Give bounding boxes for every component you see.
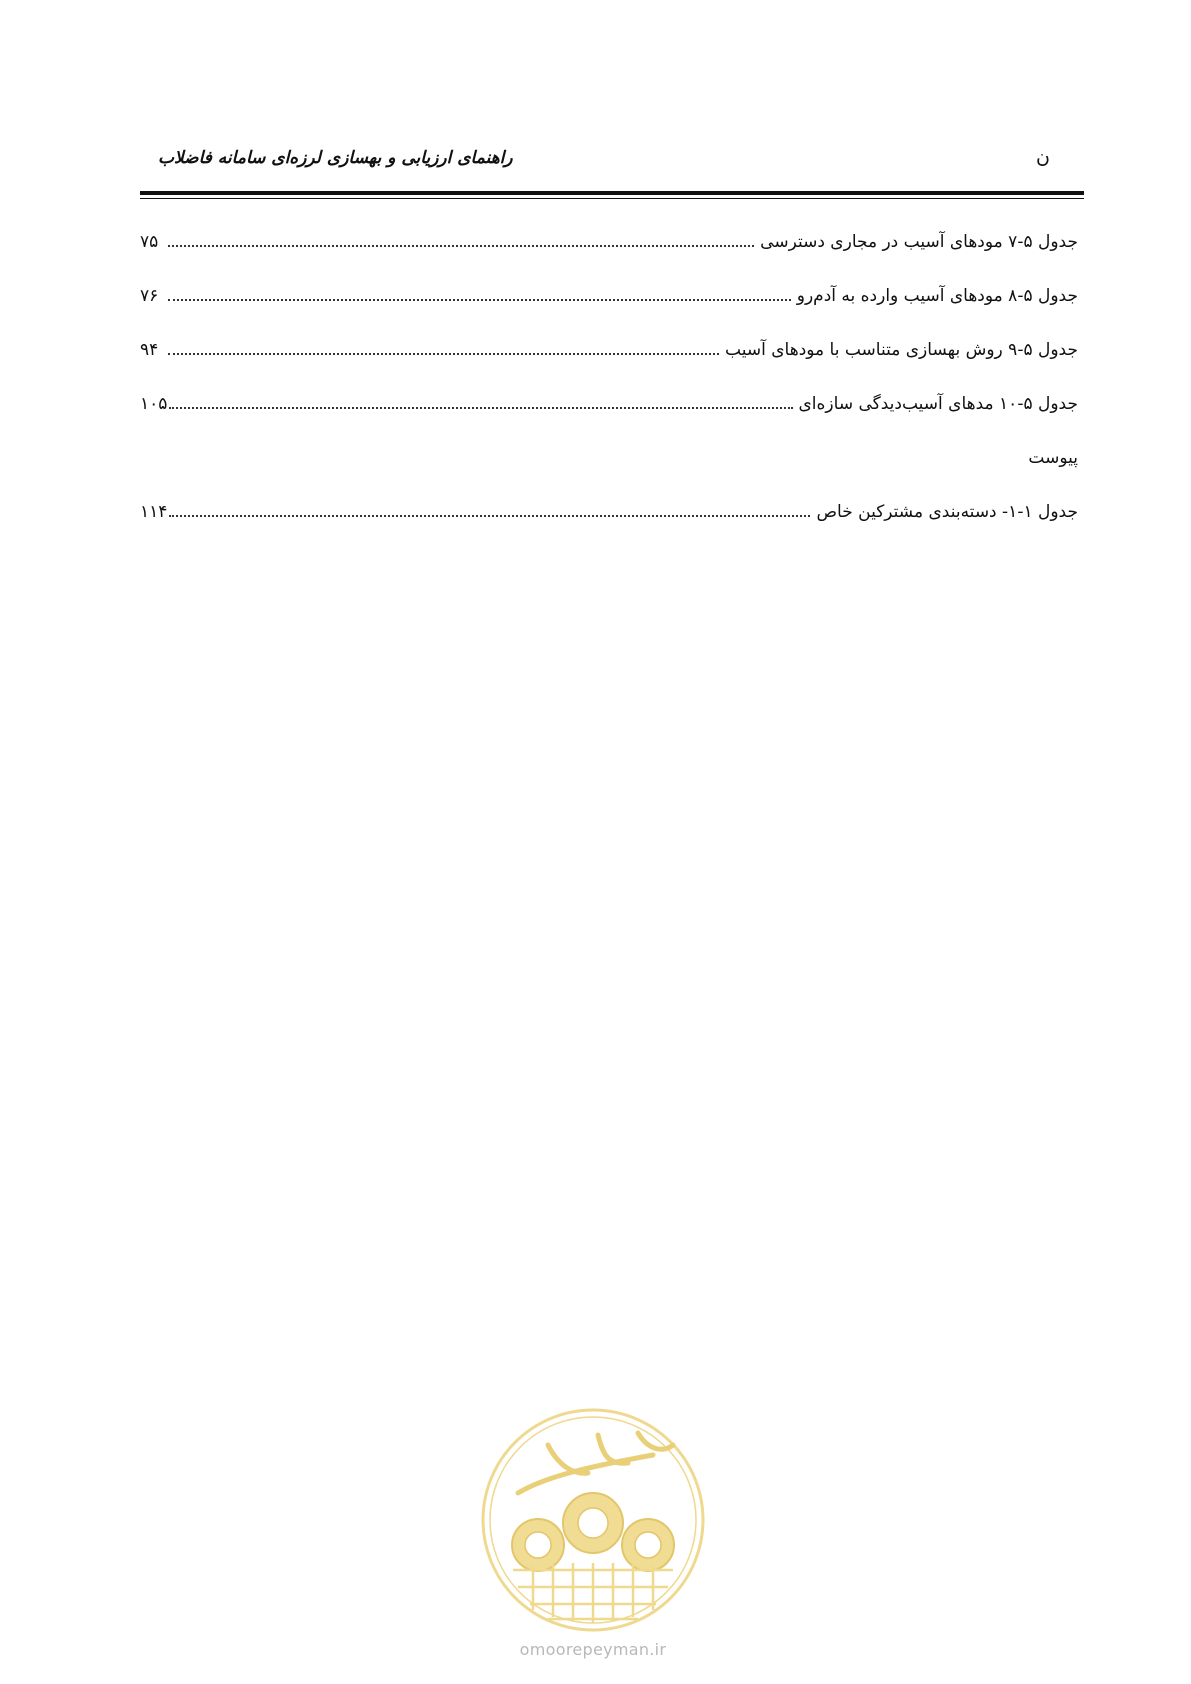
toc-entry-page: ۱۰۵ — [140, 394, 168, 414]
toc-dot-leader — [168, 353, 719, 355]
page-marker: ن — [1036, 146, 1050, 168]
header-rule-thin — [140, 198, 1084, 199]
watermark-url: omoorepeyman.ir — [519, 1640, 667, 1659]
toc-entry[interactable] — [140, 232, 1078, 286]
document-title: راهنمای ارزیابی و بهسازی لرزه‌ای سامانه فاضلاب — [158, 148, 513, 168]
toc-entry[interactable] — [140, 340, 1078, 394]
toc-dot-leader — [168, 299, 791, 301]
toc-entry-label: جدول ۵-۸ مودهای آسیب وارده به آدم‌رو — [796, 286, 1078, 306]
header-rule-thick — [140, 191, 1084, 195]
toc-entry[interactable] — [140, 286, 1078, 340]
toc-entry-page: ۷۵ — [140, 232, 159, 252]
toc-dot-leader — [169, 407, 792, 409]
toc-entry[interactable] — [140, 394, 1078, 448]
appendix-heading: پیوست — [1028, 448, 1078, 468]
table-of-contents — [140, 232, 1078, 556]
toc-entry-page: ۱۱۴ — [140, 502, 168, 522]
logo-script-mark — [518, 1433, 673, 1493]
toc-entry[interactable] — [140, 502, 1078, 556]
toc-dot-leader — [169, 515, 810, 517]
toc-entry-label: جدول ۵-۷ مودهای آسیب در مجاری دسترسی — [760, 232, 1078, 252]
toc-entry-label: جدول ۵-۹ روش بهسازی متناسب با مودهای آسیب — [725, 340, 1078, 360]
toc-entry-page: ۷۶ — [140, 286, 159, 306]
toc-entry-label: جدول ۵-۱۰ مدهای آسیب‌دیدگی سازه‌ای — [798, 394, 1078, 414]
toc-entry-label: جدول ۱-۱- دسته‌بندی مشترکین خاص — [816, 502, 1078, 522]
page-header — [140, 142, 1084, 192]
toc-section-heading — [140, 448, 1078, 502]
toc-entry-page: ۹۴ — [140, 340, 159, 360]
toc-dot-leader — [168, 245, 754, 247]
watermark-logo — [478, 1405, 708, 1635]
